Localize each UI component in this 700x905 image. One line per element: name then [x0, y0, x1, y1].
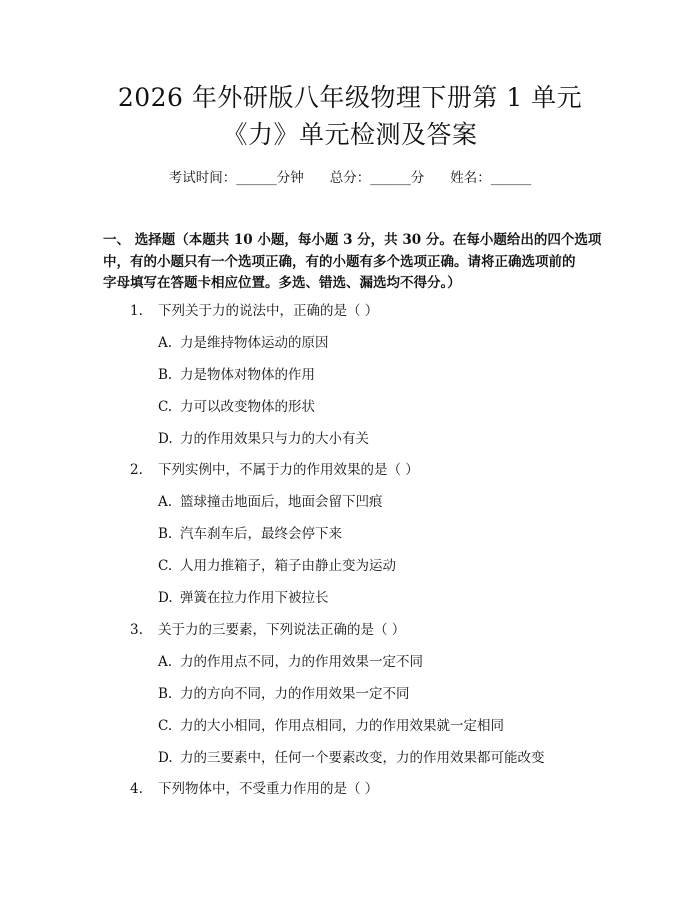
option-text: 力的三要素中，任何一个要素改变，力的作用效果都可能改变 — [180, 750, 545, 766]
question-3-option-c — [158, 716, 504, 736]
option-letter: C. — [158, 718, 173, 734]
option-letter: A. — [158, 494, 173, 510]
question-1-option-c — [158, 397, 315, 417]
question-2-option-a — [158, 492, 383, 512]
question-3-option-a — [158, 652, 423, 672]
question-number: 3. — [130, 622, 143, 638]
option-text: 人用力推箱子，箱子由静止变为运动 — [180, 558, 396, 574]
option-text: 力的大小相同，作用点相同，力的作用效果就一定相同 — [180, 718, 504, 734]
name-label: 姓名： — [450, 170, 491, 186]
question-text: 关于力的三要素，下列说法正确的是（ ） — [158, 622, 406, 638]
time-unit: 分钟 — [276, 170, 304, 186]
score-unit: 分 — [410, 170, 425, 186]
question-3-option-d — [158, 748, 545, 768]
option-text: 汽车刹车后，最终会停下来 — [180, 526, 342, 542]
option-text: 篮球撞击地面后，地面会留下凹痕 — [180, 494, 383, 510]
option-text: 力可以改变物体的形状 — [180, 399, 315, 415]
time-blank: ______ — [236, 170, 277, 186]
option-letter: B. — [158, 686, 173, 702]
section-heading-line1: 一、 选择题（本题共 10 小题，每小题 3 分，共 30 分。在每小题给出的四个选项 — [103, 232, 602, 248]
question-4 — [130, 779, 378, 799]
section-heading-line2: 中，有的小题只有一个选项正确，有的小题有多个选项正确。请将正确选项前的 — [103, 254, 576, 270]
option-letter: B. — [158, 367, 173, 383]
score-label: 总分： — [329, 170, 371, 186]
question-text: 下列物体中，不受重力作用的是（ ） — [158, 781, 379, 797]
option-letter: B. — [158, 526, 173, 542]
option-text: 弹簧在拉力作用下被拉长 — [180, 590, 329, 606]
option-letter: A. — [158, 654, 173, 670]
time-label: 考试时间： — [168, 170, 237, 186]
option-text: 力的作用点不同，力的作用效果一定不同 — [180, 654, 423, 670]
question-1-option-b — [158, 365, 315, 385]
question-text: 下列关于力的说法中，正确的是（ ） — [158, 303, 379, 319]
name-blank: ______ — [490, 170, 532, 186]
option-text: 力是维持物体运动的原因 — [180, 335, 329, 351]
option-letter: A. — [158, 335, 173, 351]
question-3 — [130, 620, 405, 640]
section-heading-line3: 字母填写在答题卡相应位置。多选、错选、漏选均不得分。） — [103, 275, 461, 291]
question-1 — [130, 301, 378, 321]
question-number: 4. — [130, 781, 143, 797]
option-text: 力的作用效果只与力的大小有关 — [180, 431, 369, 447]
question-2-option-d — [158, 588, 329, 608]
option-letter: D. — [158, 590, 173, 606]
question-number: 1. — [130, 303, 143, 319]
question-3-option-b — [158, 684, 410, 704]
option-letter: C. — [158, 558, 173, 574]
score-blank: ______ — [370, 170, 411, 186]
option-text: 力的方向不同，力的作用效果一定不同 — [180, 686, 410, 702]
question-number: 2. — [130, 462, 143, 478]
question-2-option-b — [158, 524, 342, 544]
question-2 — [130, 460, 419, 480]
document-title-line1: 2026 年外研版八年级物理下册第 1 单元 — [117, 83, 583, 112]
document-title-line2: 《力》单元检测及答案 — [222, 120, 478, 149]
option-letter: D. — [158, 431, 173, 447]
option-letter: C. — [158, 399, 173, 415]
question-2-option-c — [158, 556, 396, 576]
question-1-option-a — [158, 333, 329, 353]
option-text: 力是物体对物体的作用 — [180, 367, 315, 383]
exam-info-line — [0, 168, 700, 188]
question-text: 下列实例中，不属于力的作用效果的是（ ） — [158, 462, 419, 478]
option-letter: D. — [158, 750, 173, 766]
question-1-option-d — [158, 429, 369, 449]
